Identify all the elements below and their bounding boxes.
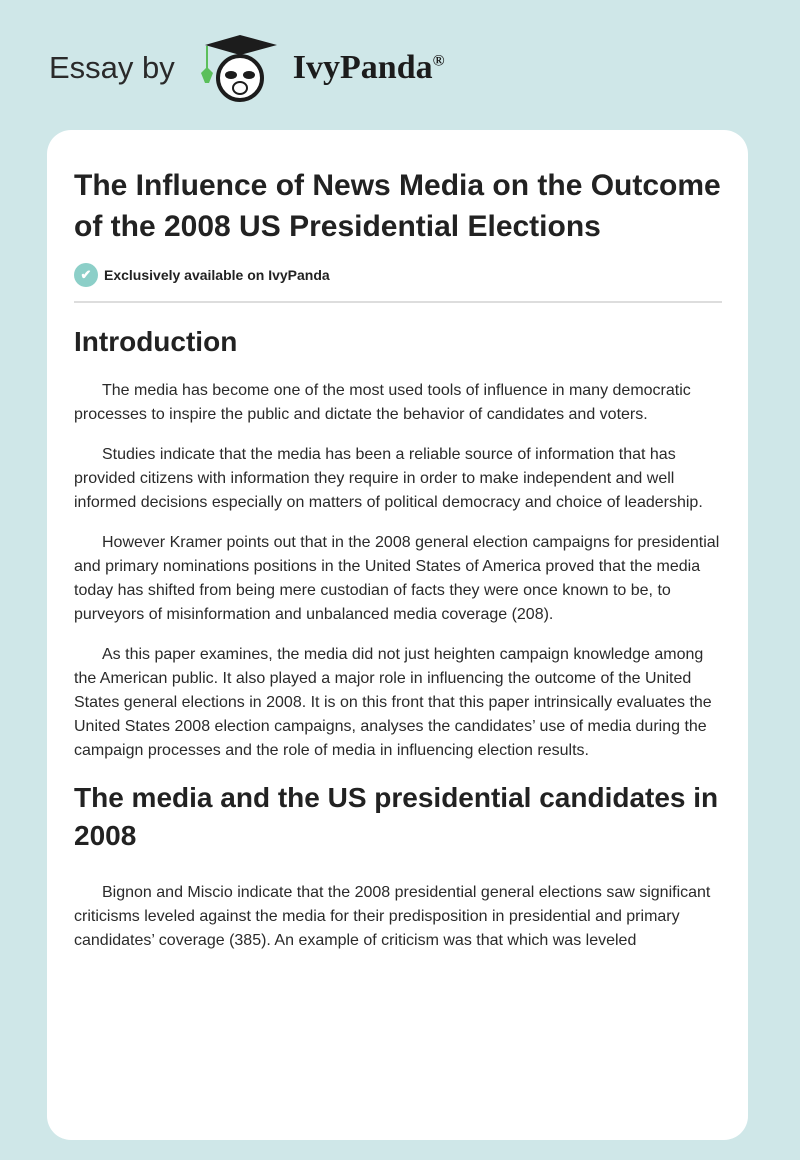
exclusive-badge [74, 263, 722, 287]
paragraph: However Kramer points out that in the 2008 general election campaigns for presidential and primary nominations positions in the United States of America proved that the media today has shifted from being mere custodian of facts they were once known to be, to purveyors of misinformation and unbalanced media coverage (208). [74, 534, 720, 623]
essay-card [47, 130, 748, 1140]
ivypanda-logo-icon [195, 33, 285, 103]
divider [74, 301, 722, 303]
section-heading: The media and the US presidential candidates in 2008 [74, 782, 719, 851]
brand-name: IvyPanda® [292, 49, 445, 86]
paragraph: Studies indicate that the media has been a reliable source of information that has provided citizens with information they require in order to make independent and well informed decisions especially on matters of political democracy and choice of leadership. [74, 446, 703, 511]
paragraph: The media has become one of the most used tools of influence in many democratic processes to inspire the public and dictate the behavior of candidates and voters. [74, 382, 691, 423]
check-icon: ✔ [74, 263, 98, 287]
page-title: The Influence of News Media on the Outcome of the 2008 US Presidential Elections [74, 169, 721, 243]
badge-label: Exclusively available on IvyPanda [104, 267, 330, 283]
paragraph: As this paper examines, the media did not just heighten campaign knowledge among the American public. It also played a major role in influencing the outcome of the United States general elections in 2008. It is on this front that this paper intrinsically evaluates the United States 2008 election campaigns, analyses the candidates’ use of media during the campaign processes and the role of media in influencing election results. [74, 646, 712, 759]
site-header [49, 38, 445, 98]
paragraph: Bignon and Miscio indicate that the 2008 presidential general elections saw significant criticisms leveled against the media for their predisposition in presidential and primary candidates’ coverage (385). An example of criticism was that which was leveled [74, 884, 711, 949]
section-heading: Introduction [74, 326, 238, 357]
essay-by-label: Essay by [49, 50, 175, 85]
